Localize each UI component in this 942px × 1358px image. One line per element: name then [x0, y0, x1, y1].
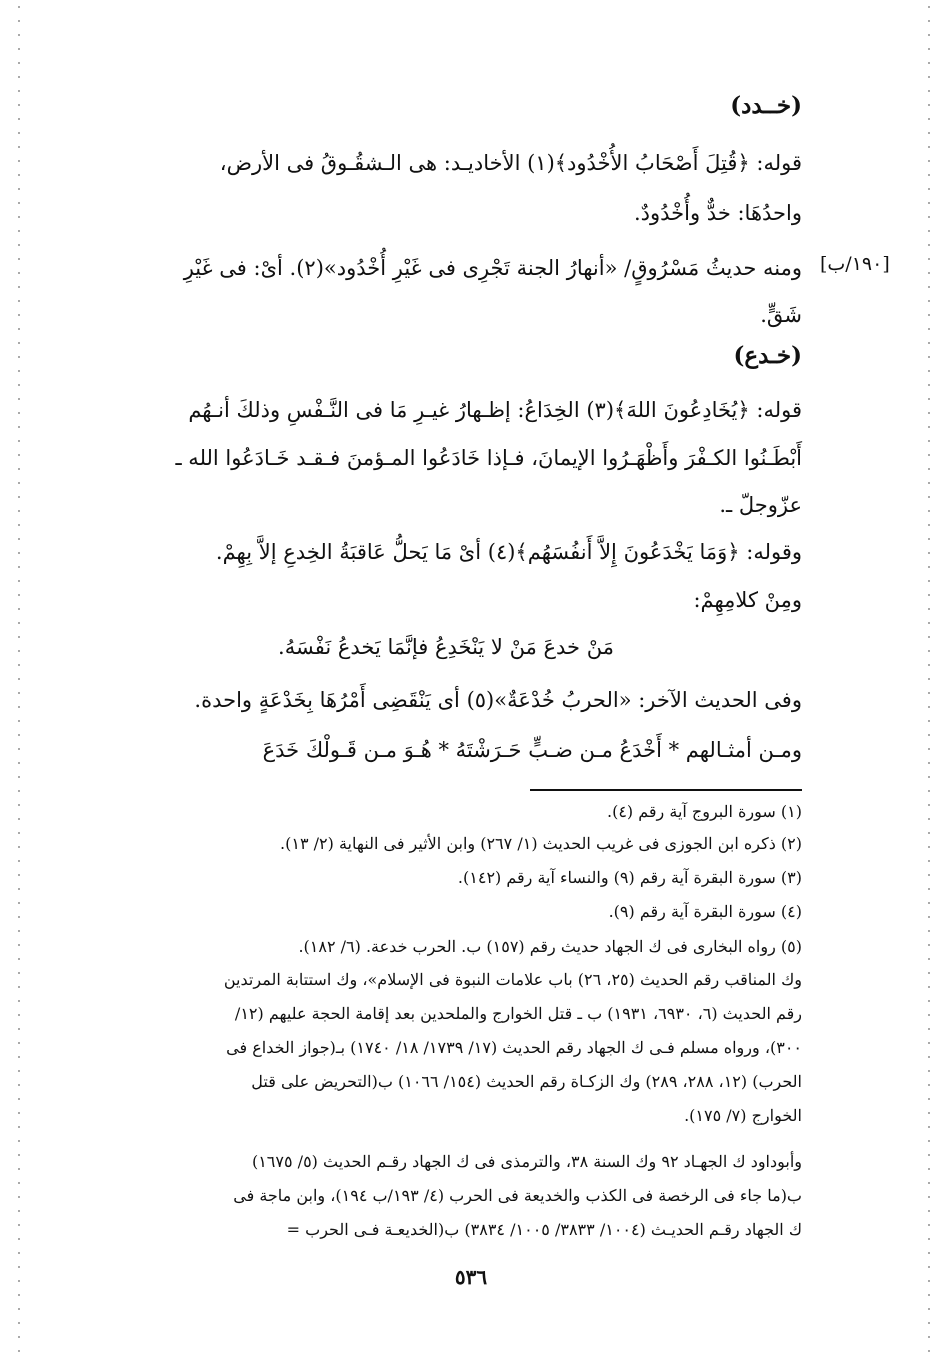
footnote: (٤) سورة البقرة آية رقم (٩). — [608, 902, 802, 921]
paragraph-line: شَقٍّ. — [760, 303, 802, 327]
footnote: ٣٠٠)، ورواه مسلم فـى ك الجهاد رقم الحديث (١٧/ ١٧٣٩/ ١٨/ ١٧٤٠) بـ(جواز الخداع فى — [226, 1038, 802, 1057]
scan-edge-dots-left — [18, 0, 20, 1358]
paragraph-line: عزّوجلّ ـ. — [719, 493, 802, 517]
footnote: وأبوداود ك الجهـاد ٩٢ وك السنة ٣٨، والترمذى فى ك الجهاد رقـم الحديث (٥/ ١٦٧٥) — [251, 1152, 802, 1171]
paragraph-line: ومـن أمثـالهم * أَخْدَعُ مـن ضـبٍّ حَـرَشْتَهُ * هُـوَ مـن قَـولْكَ خَدَعَ — [262, 738, 802, 762]
page-number: ٥٣٦ — [454, 1265, 488, 1289]
paragraph-line: وفى الحديث الآخر: «الحربُ خُدْعَةٌ»(٥) أى يَنْقَضِى أَمْرُهَا بِخَدْعَةٍ واحدة. — [194, 688, 802, 712]
paragraph-line: ومنه حديثُ مَسْرُوقٍ/ «أنهارُ الجنة تَجْرِى فى غَيْرِ أُخْدُود»(٢). أىْ: فى غَيْرِ — [183, 256, 802, 280]
paragraph-line: قوله: ﴿يُخَادِعُونَ اللهَ﴾(٣) الخِدَاعُ: إظـهارُ غيـرِ مَا فى النَّـفْسِ وذلكَ أنـهُم — [188, 398, 802, 422]
footnote: (٣) سورة البقرة آية رقم (٩) والنساء آية رقم (١٤٢). — [457, 868, 802, 887]
scan-edge-dots-right — [928, 0, 930, 1358]
footnote: الخوارج (٧/ ١٧٥). — [684, 1106, 802, 1125]
footnote: (٢) ذكره ابن الجوزى فى غريب الحديث (١/ ٢٦٧) وابن الأثير فى النهاية (٢/ ١٣). — [280, 834, 802, 853]
paragraph-line: أَبْطَـنُوا الكـفْرَ وأَظْهَـرُوا الإيمانَ، فـإذا خَادَعُوا المـؤمنَ فـقـد خَـادَعُوا الله ـ — [175, 446, 802, 470]
footnote: رقم الحديث (٦، ٦٩٣٠، ١٩٣١) ب ـ قتل الخوارج والملحدين بعد إقامة الحجة عليهم (١٢/ — [234, 1004, 802, 1023]
footnote-divider — [530, 789, 802, 791]
footnote: ب(ما جاء فى الرخصة فى الكذب والخديعة فى الحرب (٤/ ١٩٣/ب ١٩٤)، وابن ماجة فى — [233, 1186, 802, 1205]
footnote: ك الجهاد رقـم الحديـث (١٠٠٤/ ٣٨٣٣/ ١٠٠٥/ ٣٨٣٤) ب(الخديعـة فـى الحرب = — [286, 1220, 802, 1239]
footnote: الحرب) (١٢، ٢٨٨، ٢٨٩) وك الزكـاة رقم الحديث (١٥٤/ ١٠٦٦) ب(التحريض على قتل — [251, 1072, 802, 1091]
footnote: (١) سورة البروج آية رقم (٤). — [607, 802, 802, 821]
paragraph-line: ومِنْ كلامِهِمْ: — [693, 588, 802, 612]
section-heading-khdd: (خــدد) — [730, 92, 802, 119]
section-heading-khd3: (خـدع) — [733, 342, 802, 369]
paragraph-line: وقوله: ﴿وَمَا يَخْدَعُونَ إِلاَّ أَنفُسَهُم﴾(٤) أىْ مَا يَحلُّ عَاقبَةُ الخِدعِ إلاَّ بِهِمْ. — [215, 540, 802, 564]
paragraph-line: قوله: ﴿قُتِلَ أَصْحَابُ الأُخْدُود﴾(١) الأخاديـد: هى الـشقُـوقُ فى الأرض، — [219, 151, 802, 175]
manuscript-folio-ref: [١٩٠/ب] — [820, 253, 890, 275]
poem-verse: مَنْ خدعَ مَنْ لا يَنْخَدِعُ فإنَّمَا يَخدعُ نَفْسَهُ. — [278, 635, 614, 659]
footnote: وك المناقب رقم الحديث (٢٥، ٢٦) باب علامات النبوة فى الإسلام»، وك استتابة المرتدين — [223, 970, 802, 989]
paragraph-line: واحدُهَا: خدٌّ وأُخْدُودٌ. — [633, 201, 802, 225]
footnote: (٥) رواه البخارى فى ك الجهاد حديث رقم (١٥٧) ب. الحرب خدعة. (٦/ ١٨٢). — [298, 937, 802, 956]
